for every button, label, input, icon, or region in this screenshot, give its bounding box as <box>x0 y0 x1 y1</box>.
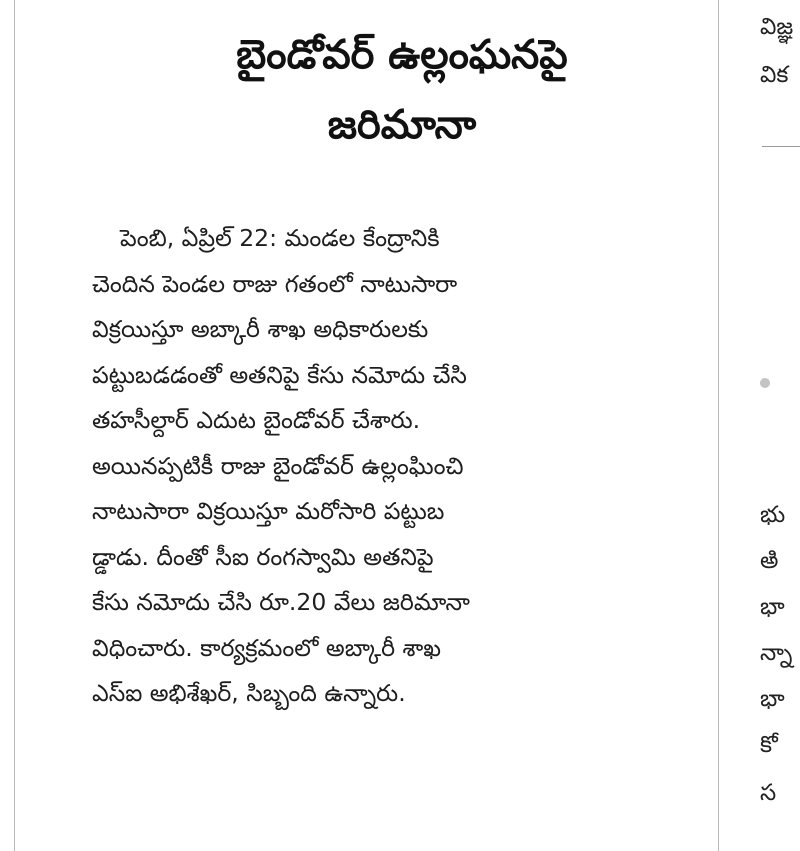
body-line: అయినప్పటికీ రాజు బైండోవర్ ఉల్లంఘించి <box>92 451 464 480</box>
body-line: పెంబి, ఏప్రిల్ 22: మండల కేంద్రానికి <box>120 224 440 252</box>
adjacent-text-fragment: భు <box>760 502 786 528</box>
adjacent-text-fragment: న్నా <box>760 640 793 666</box>
adjacent-text-fragment: అి <box>760 548 779 574</box>
adjacent-text-fragment: భా <box>760 686 785 712</box>
body-line: తహసీల్దార్ ఎదుట బైండోవర్ చేశారు. <box>92 406 421 434</box>
column-rule-divider <box>718 0 719 851</box>
adjacent-text-fragment: కో <box>760 732 778 758</box>
body-line: విక్రయిస్తూ అబ్కారీ శాఖ అధికారులకు <box>92 315 429 343</box>
body-line: విధించారు. కార్యక్రమంలో అబ్కారీ శాఖ <box>92 633 441 662</box>
adjacent-text-fragment: విక <box>760 62 789 88</box>
body-line: నాటుసారా విక్రయిస్తూ మరోసారి పట్టుబ <box>92 497 445 525</box>
headline-line-1: బైండోవర్ ఉల్లంఘనపై <box>236 32 568 78</box>
headline-line-2: జరిమానా <box>327 102 477 148</box>
body-line: ఎస్ఐ అభిశేఖర్, సిబ్బంది ఉన్నారు. <box>92 679 406 707</box>
adjacent-column-clipped <box>760 0 800 851</box>
body-line: చెందిన పెండల రాజు గతంలో నాటుసారా <box>92 269 458 298</box>
adjacent-separator-line <box>762 146 800 147</box>
column-rule-left <box>14 0 15 851</box>
article-headline <box>92 20 712 160</box>
body-line: పట్టుబడడంతో అతనిపై కేసు నమోదు చేసి <box>92 360 467 389</box>
adjacent-text-fragment: విజ్ఞ <box>760 14 794 40</box>
adjacent-text-fragment: స <box>760 780 777 806</box>
news-article <box>92 20 712 717</box>
article-body <box>92 216 672 717</box>
body-line: కేసు నమోదు చేసి రూ.20 వేలు జరిమానా <box>92 588 470 616</box>
body-line: డ్డాడు. దీంతో సీఐ రంగస్వామి అతనిపై <box>92 542 434 571</box>
adjacent-text-fragment: భా <box>760 594 785 620</box>
